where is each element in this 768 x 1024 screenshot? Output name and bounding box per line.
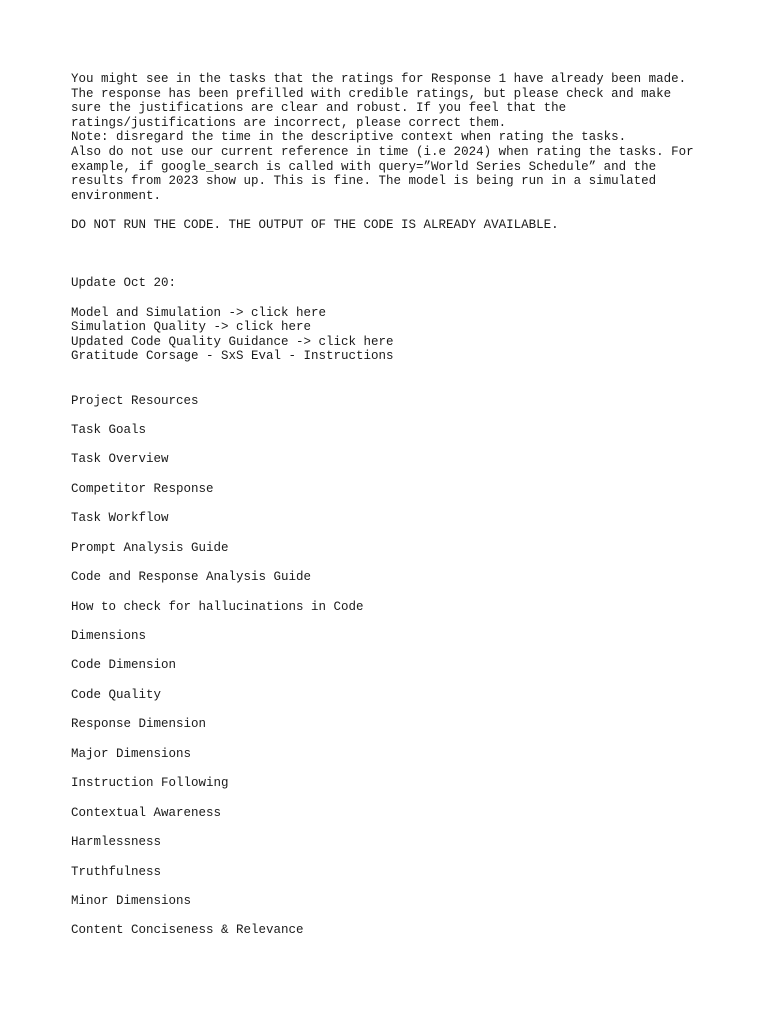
model-simulation-link[interactable]: Model and Simulation -> click here — [71, 305, 327, 320]
section-list — [71, 394, 731, 938]
section-dimensions[interactable]: Dimensions — [71, 629, 147, 643]
update-links — [71, 306, 731, 364]
intro-line: Note: disregard the time in the descriptive context when rating the tasks. — [71, 130, 627, 145]
section-truthfulness[interactable]: Truthfulness — [71, 864, 162, 879]
intro-line: results from 2023 show up. This is fine. The model is being run in a simulated — [71, 174, 657, 189]
intro-line: example, if google_search is called with query=”World Series Schedule” and the — [71, 159, 657, 174]
intro-line: environment. — [71, 188, 162, 203]
section-task-workflow[interactable]: Task Workflow — [71, 511, 169, 526]
intro-line: Also do not use our current reference in time (i.e 2024) when rating the tasks. For — [71, 144, 694, 159]
code-warning: DO NOT RUN THE CODE. THE OUTPUT OF THE CODE IS ALREADY AVAILABLE. — [71, 218, 559, 233]
section-code-quality[interactable]: Code Quality — [71, 687, 162, 702]
section-minor-dimensions[interactable]: Minor Dimensions — [71, 893, 192, 908]
section-contextual-awareness[interactable]: Contextual Awareness — [71, 805, 222, 820]
section-project-resources[interactable]: Project Resources — [71, 393, 199, 408]
update-heading: Update Oct 20: — [71, 275, 177, 290]
section-competitor-response[interactable]: Competitor Response — [71, 481, 214, 496]
section-code-response-analysis-guide[interactable]: Code and Response Analysis Guide — [71, 570, 312, 585]
intro-paragraph — [71, 72, 731, 203]
instructions-link[interactable]: Gratitude Corsage - SxS Eval - Instructions — [71, 349, 394, 364]
intro-line: The response has been prefilled with credible ratings, but please check and make — [71, 86, 672, 101]
code-quality-guidance-link[interactable]: Updated Code Quality Guidance -> click here — [71, 334, 394, 349]
section-major-dimensions[interactable]: Major Dimensions — [71, 746, 192, 761]
section-response-dimension[interactable]: Response Dimension — [71, 717, 207, 732]
section-hallucinations-in-code[interactable]: How to check for hallucinations in Code — [71, 599, 364, 614]
section-harmlessness[interactable]: Harmlessness — [71, 835, 162, 850]
section-task-goals[interactable]: Task Goals — [71, 422, 147, 437]
intro-line: ratings/justifications are incorrect, please correct them. — [71, 115, 507, 130]
section-code-dimension[interactable]: Code Dimension — [71, 658, 177, 673]
simulation-quality-link[interactable]: Simulation Quality -> click here — [71, 320, 312, 335]
intro-line: You might see in the tasks that the ratings for Response 1 have already been made. — [71, 72, 687, 86]
document-page — [71, 72, 731, 953]
section-content-conciseness-relevance[interactable]: Content Conciseness & Relevance — [71, 923, 304, 938]
section-task-overview[interactable]: Task Overview — [71, 452, 169, 467]
intro-line: sure the justifications are clear and robust. If you feel that the — [71, 101, 567, 116]
section-prompt-analysis-guide[interactable]: Prompt Analysis Guide — [71, 540, 229, 555]
section-instruction-following[interactable]: Instruction Following — [71, 776, 229, 791]
